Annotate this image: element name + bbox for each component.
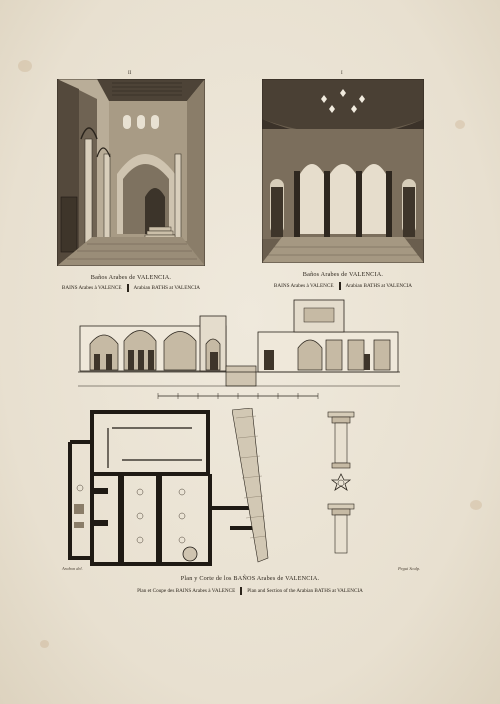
foxing-spot <box>40 640 49 648</box>
caption-en-plan: Plan and Section of the Arabian BATHS at VALENCIA <box>247 588 363 595</box>
figure-number-left: II <box>128 71 132 76</box>
engraving-wall-section <box>232 408 272 564</box>
signature-engraver: Pegui Sculp. <box>398 566 421 571</box>
engraving-section-elevation <box>78 296 400 400</box>
figure-number-right: I <box>341 71 343 76</box>
caption-separator <box>339 282 341 290</box>
caption-en-left: Arabian BATHS at VALENCIA <box>133 285 201 292</box>
engraving-corridor-view <box>57 79 205 266</box>
foxing-spot <box>455 120 465 129</box>
caption-title-plan: Plan y Corte de los BAÑOS Arabes de VALENCIA. <box>180 575 320 582</box>
caption-right-bilingual <box>250 282 436 290</box>
caption-title-left: Baños Arabes de VALENCIA. <box>90 274 172 281</box>
caption-separator <box>240 587 242 595</box>
engraving-domed-hall <box>262 79 424 263</box>
foxing-spot <box>18 60 32 72</box>
caption-title-right: Baños Arabes de VALENCIA. <box>302 271 384 278</box>
foxing-spot <box>470 500 482 510</box>
signature-draftsman: Arabon del. <box>62 566 83 571</box>
caption-fr-left: BAINS Arabes à VALENCE <box>61 285 122 292</box>
caption-plan-bilingual <box>60 587 440 595</box>
caption-left-bilingual <box>42 284 220 292</box>
caption-fr-right: BAINS Arabes à VALENCE <box>273 283 334 290</box>
caption-fr-plan: Plan et Coupe des BAINS Arabes à VALENCE <box>137 588 236 595</box>
caption-separator <box>127 284 129 292</box>
caption-en-right: Arabian BATHS at VALENCIA <box>345 283 413 290</box>
engraving-column-details <box>326 408 358 556</box>
